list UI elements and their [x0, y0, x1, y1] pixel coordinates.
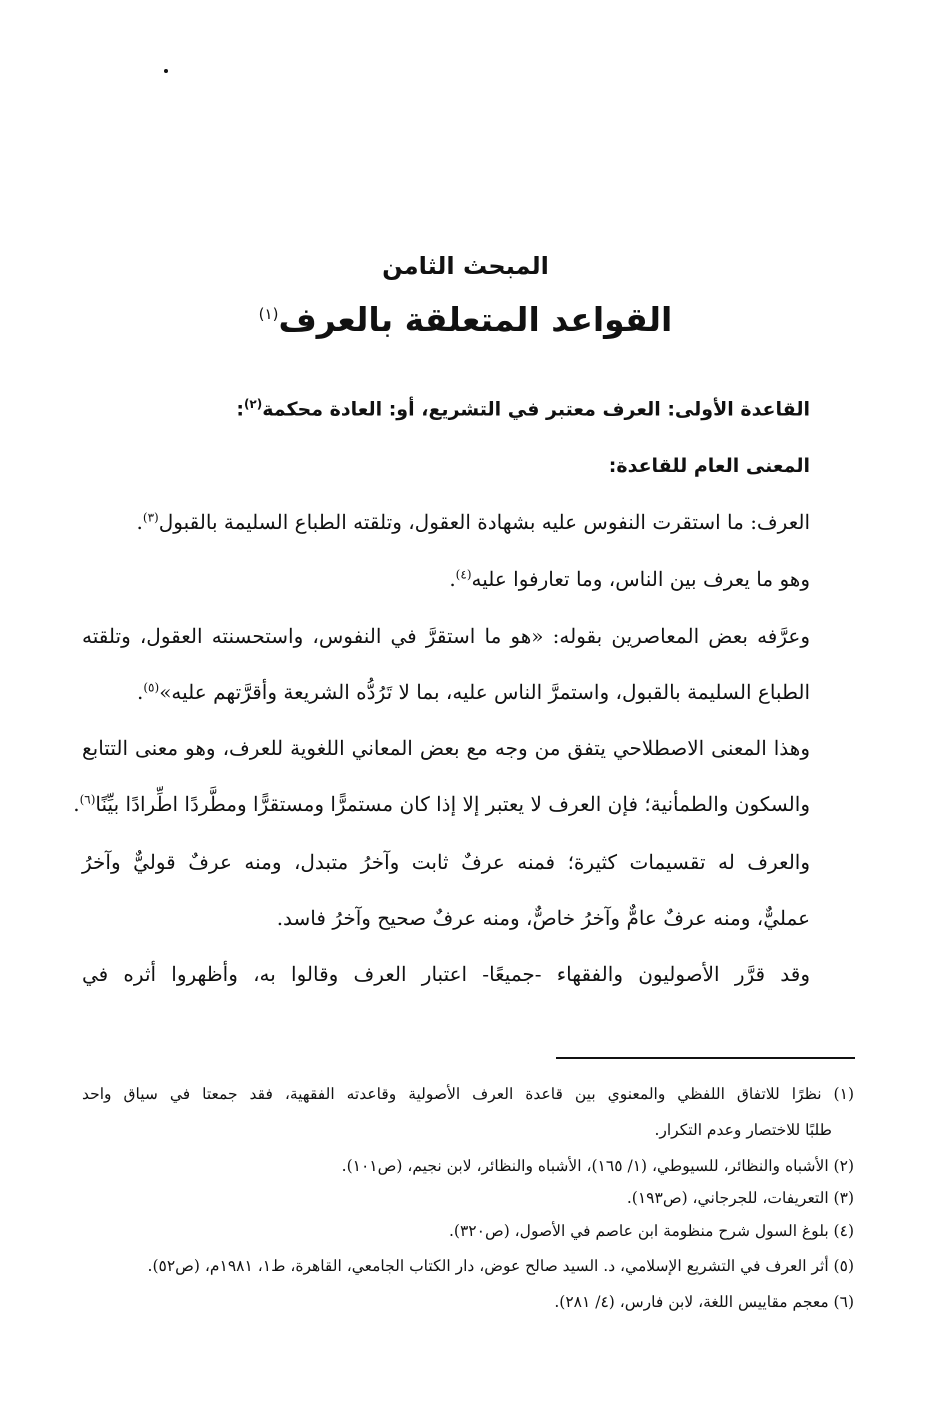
line-7-text: والعرف له تقسيمات كثيرة؛ فمنه عرفٌ ثابت وآخرُ متبدل، ومنه عرفٌ قوليٌّ وآخرُ: [82, 850, 810, 874]
paragraph-line-4: [137, 680, 810, 704]
line-2-text: وهو ما يعرف بين الناس، وما تعارفوا عليه: [471, 567, 810, 591]
footnote-3-text: (٣) التعريفات، للجرجاني، (ص١٩٣).: [626, 1189, 854, 1207]
section-label-text: المبحث الثامن: [382, 252, 549, 280]
rule-title: [236, 397, 810, 420]
footnote-ref-1: (١): [258, 305, 279, 323]
line-8-text: عمليٌّ، ومنه عرفٌ عامٌّ وآخرُ خاصٌّ، ومنه عرفٌ صحيح وآخرُ فاسد.: [276, 906, 810, 930]
paragraph-line-6: [73, 792, 810, 816]
rule-title-colon: :: [236, 398, 244, 421]
footnote-ref-3: (٣): [142, 510, 159, 525]
general-meaning-text: المعنى العام للقاعدة:: [608, 455, 810, 477]
section-title: [0, 300, 931, 339]
section-title-text: القواعد المتعلقة بالعرف: [278, 300, 673, 339]
paragraph-line-5: [82, 736, 810, 760]
footnote-1b-text: طلبًا للاختصار وعدم التكرار.: [654, 1121, 832, 1139]
footnote-5: [148, 1257, 854, 1275]
paragraph-line-3: [82, 624, 810, 648]
paragraph-line-9: [82, 962, 810, 986]
rule-title-text: القاعدة الأولى: العرف معتبر في التشريع، أو: العادة محكمة: [262, 398, 810, 421]
footnote-4-text: (٤) بلوغ السول شرح منظومة ابن عاصم في الأصول، (ص٣٢٠).: [449, 1222, 854, 1240]
line-1-text: العرف: ما استقرت النفوس عليه بشهادة العقول، وتلقته الطباع السليمة بالقبول: [158, 510, 810, 534]
paragraph-line-2: [449, 567, 810, 591]
paragraph-line-1: [137, 510, 810, 534]
paragraph-line-7: [82, 850, 810, 874]
footnote-ref-5: (٥): [143, 680, 160, 695]
line-1-end: .: [136, 510, 143, 534]
footnote-1-line-2: [654, 1121, 832, 1139]
footnote-1-line-1: [82, 1085, 854, 1103]
paragraph-line-8: [277, 906, 810, 930]
line-3-text: وعرَّفه بعض المعاصرين بقوله: «هو ما استقرَّ في النفوس، واستحسنته العقول، وتلقته: [82, 624, 810, 648]
footnote-6-text: (٦) معجم مقاييس اللغة، لابن فارس، (٤/ ٢٨١).: [554, 1293, 854, 1311]
line-6-end: .: [73, 792, 80, 816]
footnote-divider: [556, 1057, 855, 1059]
section-label: [0, 252, 931, 280]
footnote-ref-2: (٢): [243, 397, 263, 411]
footnote-ref-4: (٤): [455, 567, 472, 582]
line-2-end: .: [449, 567, 456, 591]
line-5-text: وهذا المعنى الاصطلاحي يتفق من وجه مع بعض المعاني اللغوية للعرف، وهو معنى التتابع: [82, 736, 810, 760]
footnote-2: [342, 1157, 854, 1175]
footnote-1a-text: (١) نظرًا للاتفاق اللفظي والمعنوي بين قاعدة العرف الأصولية وقاعدته الفقهية، فقد جمعتا في سياق واحد: [82, 1085, 854, 1103]
line-4-end: .: [137, 680, 144, 704]
page-speck: [164, 69, 168, 73]
footnote-ref-6: (٦): [79, 792, 96, 807]
footnote-3: [627, 1189, 854, 1207]
footnote-5-text: (٥) أثر العرف في التشريع الإسلامي، د. السيد صالح عوض، دار الكتاب الجامعي، القاهرة، ط١، ١٩٨١م، (ص٥٢).: [147, 1257, 854, 1275]
line-9-text: وقد قرَّر الأصوليون والفقهاء -جميعًا- اعتبار العرف وقالوا به، وأظهروا أثره في: [82, 962, 810, 986]
general-meaning-heading: [609, 455, 810, 477]
footnote-2-text: (٢) الأشباه والنظائر، للسيوطي، (١/ ١٦٥)، الأشباه والنظائر، لابن نجيم، (ص١٠١).: [341, 1157, 854, 1175]
footnote-6: [554, 1293, 854, 1311]
line-4-text: الطباع السليمة بالقبول، واستمرَّ الناس عليه، بما لا تَرُدُّه الشريعة وأقرَّتهم عليه»: [159, 680, 810, 704]
footnote-4: [449, 1222, 854, 1240]
line-6-text: والسكون والطمأنية؛ فإن العرف لا يعتبر إلا إذا كان مستمرًّا ومستقرًّا ومطَّردًا اطِّرادًا بيِّنًا: [95, 792, 810, 816]
